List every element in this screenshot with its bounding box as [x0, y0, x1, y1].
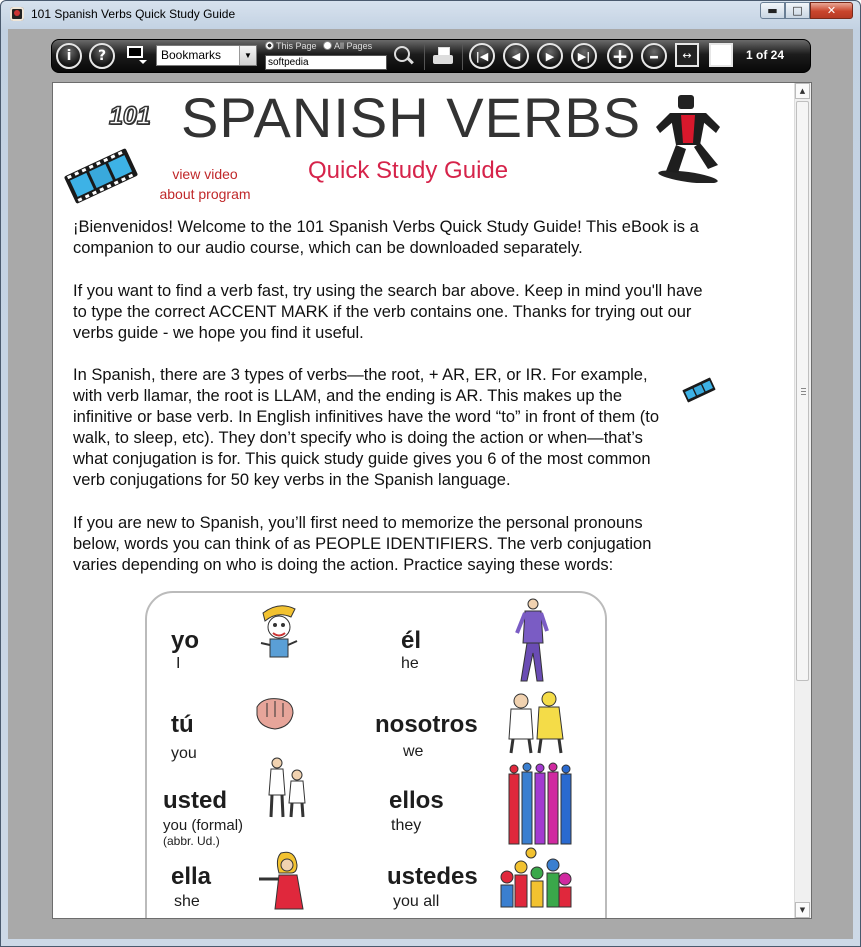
pronoun-el — [401, 627, 421, 673]
next-page-button[interactable] — [537, 43, 563, 69]
document-subtitle: Quick Study Guide — [308, 157, 509, 184]
bookmarks-label: Bookmarks — [161, 48, 222, 62]
page-indicator: 1 of 24 — [746, 48, 785, 62]
pronoun-word: ustedes — [387, 863, 478, 890]
el-cartoon-icon — [515, 597, 551, 689]
pronoun-note: (abbr. Ud.) — [163, 834, 220, 848]
pronoun-meaning: he — [401, 655, 419, 672]
zoom-in-icon: + — [611, 44, 629, 68]
help-button[interactable] — [89, 43, 115, 69]
radio-all-pages[interactable] — [323, 41, 332, 50]
pronoun-meaning: she — [174, 893, 200, 910]
last-page-button[interactable] — [571, 43, 597, 69]
this-page-label: This Page — [276, 41, 317, 51]
window-title: 101 Spanish Verbs Quick Study Guide — [31, 7, 236, 21]
dropdown-arrow-icon — [139, 60, 147, 64]
pronoun-word: yo — [171, 627, 200, 654]
zoom-in-button[interactable] — [607, 43, 633, 69]
pronoun-word: nosotros — [375, 711, 478, 738]
small-video-icon[interactable] — [681, 375, 717, 405]
info-button[interactable] — [56, 43, 82, 69]
pronoun-word: usted — [163, 787, 228, 814]
verb-types-paragraph — [73, 365, 673, 491]
pronoun-word: ellos — [389, 787, 444, 814]
grip-line — [801, 391, 806, 392]
fit-width-icon: ↔ — [682, 48, 692, 62]
mascot-figure-icon — [648, 93, 728, 183]
search-tip-paragraph — [73, 281, 713, 344]
radio-this-page[interactable] — [265, 41, 274, 50]
view-video-line1: view video — [172, 166, 238, 182]
last-page-icon: ▶| — [577, 49, 591, 63]
pronoun-yo — [171, 627, 199, 673]
previous-page-button[interactable] — [503, 43, 529, 69]
search-input[interactable]: softpedia — [265, 55, 387, 70]
search-button[interactable] — [394, 46, 416, 68]
paragraph-text: If you want to find a verb fast, try using the search bar above. Keep in mind you'll have to type the correct ACCENT MARK if the verb contains one. Thanks for trying out our verbs guide - we hope you find it useful. — [73, 282, 703, 342]
pronoun-word: ella — [171, 863, 212, 890]
document-page — [52, 82, 812, 919]
chevron-up-icon: ▲ — [799, 87, 806, 95]
maximize-button[interactable] — [785, 2, 810, 19]
zoom-out-button[interactable] — [641, 43, 667, 69]
nosotros-cartoon-icon — [501, 689, 571, 755]
grip-line — [801, 388, 806, 389]
scrollbar-thumb[interactable] — [796, 101, 809, 681]
chevron-down-icon[interactable]: ▼ — [239, 46, 256, 65]
search-icon-handle — [406, 57, 414, 65]
title-bar — [1, 1, 860, 29]
viewer-toolbar — [51, 39, 811, 73]
pronoun-word: él — [401, 627, 422, 654]
fit-width-button[interactable] — [675, 43, 699, 67]
first-page-icon: |◀ — [475, 49, 489, 63]
maximize-icon: □ — [792, 4, 803, 17]
paragraph-text: In Spanish, there are 3 types of verbs—the root, + AR, ER, or IR. For example, with verb llamar, the root is LLAM, and the ending is AR. This makes up the infinitive or base verb. In English infinitives have the word “to” in front of them (to walk, to sleep, etc). They don’t specify who is doing the action or when—that’s what conjugation is for. This quick study guide gives you 6 of the most common verb conjugations for 50 key verbs in the Spanish language. — [73, 366, 660, 489]
pronoun-usted — [163, 787, 243, 848]
previous-page-icon: ◀ — [511, 49, 521, 63]
vertical-scrollbar[interactable] — [794, 83, 811, 918]
info-icon: i — [66, 48, 72, 64]
screen-icon — [127, 46, 143, 58]
pronoun-tu — [171, 711, 197, 763]
logo-number: 101 — [109, 102, 151, 130]
pronoun-meaning: we — [403, 743, 424, 760]
pronoun-word: tú — [171, 711, 194, 738]
fit-page-button[interactable] — [709, 43, 733, 67]
print-button[interactable] — [433, 47, 453, 67]
grip-line — [801, 394, 806, 395]
toolbar-divider — [424, 44, 425, 70]
minimize-icon: ▬ — [767, 4, 778, 17]
pronoun-meaning: they — [391, 817, 422, 834]
pronoun-ella — [171, 863, 211, 911]
close-button[interactable] — [810, 2, 853, 19]
window-controls — [760, 2, 853, 19]
search-scope — [265, 41, 372, 51]
video-film-icon[interactable] — [61, 143, 141, 209]
pronoun-ellos — [389, 787, 444, 835]
view-video-link[interactable] — [150, 164, 260, 204]
paragraph-text: If you are new to Spanish, you’ll first need to memorize the personal pronouns below, words you can think of as PEOPLE IDENTIFIERS. The verb conjugation varies depending on who is doing the action. Practice saying these words: — [73, 514, 652, 574]
chevron-down-icon: ▼ — [799, 906, 806, 914]
ellos-cartoon-icon — [505, 761, 575, 853]
help-icon: ? — [97, 48, 107, 64]
intro-paragraph — [73, 217, 713, 259]
pronoun-meaning: you — [171, 745, 197, 762]
paragraph-text: ¡Bienvenidos! Welcome to the 101 Spanish Verbs Quick Study Guide! This eBook is a companion to our audio course, which can be downloaded separately. — [73, 218, 699, 257]
display-mode-button[interactable] — [127, 46, 147, 66]
pronoun-ustedes — [387, 863, 478, 911]
next-page-icon: ▶ — [545, 49, 555, 63]
ella-cartoon-icon — [257, 849, 311, 911]
first-page-button[interactable] — [469, 43, 495, 69]
app-icon — [10, 7, 24, 21]
ustedes-cartoon-icon — [497, 847, 575, 913]
pronoun-meaning: I — [176, 655, 181, 672]
printer-icon-base — [433, 55, 453, 64]
scroll-down-button[interactable] — [795, 902, 810, 918]
close-icon: ✕ — [826, 4, 837, 17]
yo-cartoon-icon — [255, 603, 301, 665]
view-video-line2: about program — [159, 186, 251, 202]
all-pages-label: All Pages — [334, 41, 373, 51]
pronoun-nosotros — [375, 711, 478, 761]
pronouns-intro-paragraph — [73, 513, 688, 576]
tu-fist-icon — [253, 695, 297, 733]
pronoun-meaning: you all — [393, 893, 440, 910]
pronoun-meaning: you (formal) — [163, 817, 244, 834]
usted-cartoon-icon — [263, 755, 309, 821]
client-area — [8, 29, 853, 939]
bookmarks-dropdown[interactable] — [156, 45, 257, 66]
zoom-out-icon: – — [649, 44, 659, 68]
document-title: SPANISH VERBS — [181, 86, 642, 149]
minimize-button[interactable] — [760, 2, 785, 19]
toolbar-divider — [462, 44, 463, 70]
scroll-up-button[interactable] — [795, 83, 810, 99]
